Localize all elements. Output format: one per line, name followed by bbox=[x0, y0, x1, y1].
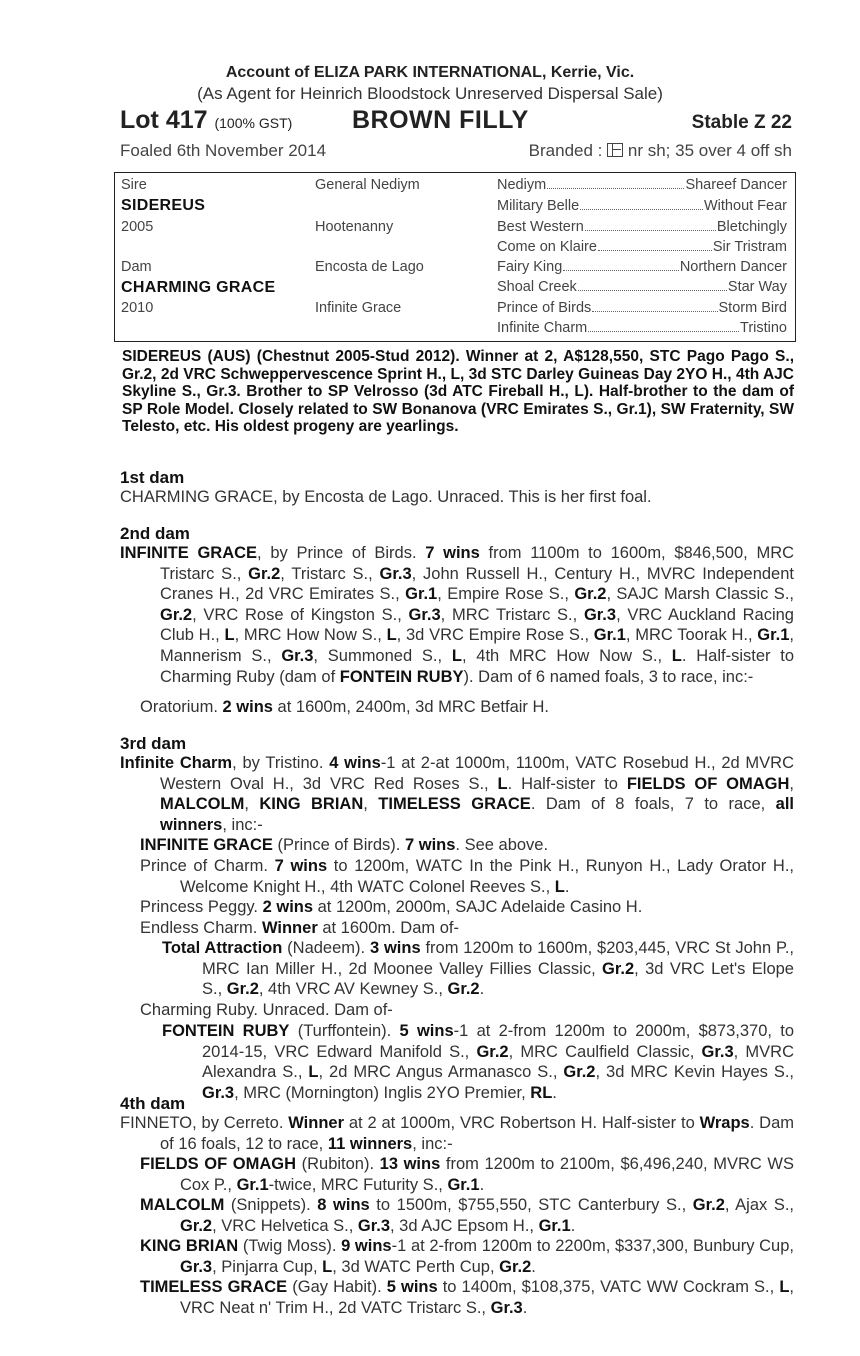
stable-number: Stable Z 22 bbox=[691, 112, 792, 133]
lot-description: BROWN FILLY bbox=[352, 106, 529, 134]
foaled-date: Foaled 6th November 2014 bbox=[120, 141, 327, 160]
sire-name: SIDEREUS bbox=[121, 197, 206, 214]
granddam-paternal: Hootenanny bbox=[315, 219, 394, 235]
dam-year: 2010 bbox=[121, 300, 154, 316]
progeny-endless-charm: Endless Charm. Winner at 1600m. Dam of- bbox=[140, 919, 459, 937]
second-dam-heading: 2nd dam bbox=[120, 524, 190, 543]
fourth-dam-heading: 4th dam bbox=[120, 1094, 186, 1113]
great-grandparent-row: Infinite Charm Tristino bbox=[497, 320, 787, 336]
vendor-account: Account of ELIZA PARK INTERNATIONAL, Kerrie, Vic. bbox=[225, 64, 635, 81]
brand-info: Branded : nr sh; 35 over 4 off sh bbox=[528, 141, 792, 160]
first-dam-text: CHARMING GRACE, by Encosta de Lago. Unraced. This is her first foal. bbox=[120, 488, 652, 506]
fourth-dam-entry: FINNETO, by Cerreto. Winner at 2 at 1000m, VRC Robertson H. Half-sister to Wraps. Dam of 16 foals, 12 to race, 11 winners, inc:- bbox=[120, 1114, 795, 1153]
progeny-malcolm: MALCOLM (Snippets). 8 wins to 1500m, $755,550, STC Canterbury S., Gr.2, Ajax S., Gr.2, VRC Helvetica S., Gr.3, 3d AJC Epsom H., Gr.1. bbox=[140, 1196, 794, 1235]
sire-year: 2005 bbox=[121, 219, 154, 235]
lot-number: Lot 417 (100% GST) bbox=[120, 106, 293, 134]
great-grandparent-row: Best Western Bletchingly bbox=[497, 219, 787, 235]
progeny-total-attraction: Total Attraction (Nadeem). 3 wins from 1200m to 1600m, $203,445, VRC St John P., MRC Ian Miller H., 2d Moonee Valley Fillies Classic, Gr.2, 3d VRC Let's Elope S., Gr.2, 4th VRC AV Kewney S., Gr.2. bbox=[162, 939, 795, 999]
great-grandparent-row: Shoal Creek Star Way bbox=[497, 279, 787, 295]
third-dam-heading: 3rd dam bbox=[120, 734, 187, 753]
third-dam-entry: Infinite Charm, by Tristino. 4 wins-1 at 2-at 1000m, 1100m, VATC Rosebud H., 2d MVRC Western Oval H., 3d VRC Red Roses S., L. Half-sister to FIELDS OF OMAGH, MALCOLM, KING BRIAN, TIMELESS GRACE. Dam of 8 foals, 7 to race, all winners, inc:- bbox=[120, 754, 795, 834]
first-dam-heading: 1st dam bbox=[120, 468, 185, 487]
progeny-infinite-grace: INFINITE GRACE (Prince of Birds). 7 wins. See above. bbox=[140, 836, 549, 854]
great-grandparent-row: Come on Klaire Sir Tristram bbox=[497, 239, 787, 255]
grandsire-paternal: General Nediym bbox=[315, 177, 420, 193]
great-grandparent-row: Prince of Birds Storm Bird bbox=[497, 300, 787, 316]
great-grandparent-row: Nediym Shareef Dancer bbox=[497, 177, 787, 193]
progeny-charming-ruby: Charming Ruby. Unraced. Dam of- bbox=[140, 1001, 393, 1019]
progeny-fontein-ruby: FONTEIN RUBY (Turffontein). 5 wins-1 at 2-from 1200m to 2000m, $873,370, to 2014-15, VRC Edward Manifold S., Gr.2, MRC Caulfield Classic, Gr.3, MVRC Alexandra S., L, 2d MRC Angus Armanasco S., Gr.2, 3d MRC Kevin Hayes S., Gr.3, MRC (Mornington) Inglis 2YO Premier, RL. bbox=[162, 1022, 795, 1102]
sire-summary: SIDEREUS (AUS) (Chestnut 2005-Stud 2012). Winner at 2, A$128,550, STC Pago Pago S., Gr.2, 2d VRC Schweppervescence Sprint H., L, 3d STC Darley Guineas Day 2YO H., 4th AJC Skyline S., Gr.3. Brother to SP Velrosso (3d ATC Fireball H., L). Half-brother to the dam of SP Role Model. Closely related to SW Bonanova (VRC Emirates S., Gr.1), SW Fraternity, SW Telesto, etc. His oldest progeny are yearlings. bbox=[122, 348, 794, 435]
progeny-prince-of-charm: Prince of Charm. 7 wins to 1200m, WATC In the Pink H., Runyon H., Lady Orator H., Welcome Knight H., 4th WATC Colonel Reeves S., L. bbox=[140, 857, 795, 896]
progeny-fields-of-omagh: FIELDS OF OMAGH (Rubiton). 13 wins from 1200m to 2100m, $6,496,240, MVRC WS Cox P., Gr.1-twice, MRC Futurity S., Gr.1. bbox=[140, 1155, 794, 1194]
second-dam-progeny: Oratorium. 2 wins at 1600m, 2400m, 3d MRC Betfair H. bbox=[140, 698, 550, 716]
sire-label: Sire bbox=[121, 177, 147, 193]
progeny-princess-peggy: Princess Peggy. 2 wins at 1200m, 2000m, SAJC Adelaide Casino H. bbox=[140, 898, 643, 916]
second-dam-entry: INFINITE GRACE, by Prince of Birds. 7 wins from 1100m to 1600m, $846,500, MRC Tristarc S., Gr.2, Tristarc S., Gr.3, John Russell H., Century H., MVRC Independent Cranes H., 2d VRC Emirates S., Gr.1, Empire Rose S., Gr.2, SAJC Marsh Classic S., Gr.2, VRC Rose of Kingston S., Gr.3, MRC Tristarc S., Gr.3, VRC Auckland Racing Club H., L, MRC How Now S., L, 3d VRC Empire Rose S., Gr.1, MRC Toorak H., Gr.1, Mannerism S., Gr.3, Summoned S., L, 4th MRC How Now S., L. Half-sister to Charming Ruby (dam of FONTEIN RUBY). Dam of 6 named foals, 3 to race, inc:- bbox=[120, 544, 795, 686]
great-grandparent-row: Fairy King Northern Dancer bbox=[497, 259, 787, 275]
brand-mark-icon bbox=[607, 143, 623, 157]
granddam-maternal: Infinite Grace bbox=[315, 300, 402, 316]
pedigree-table bbox=[114, 172, 796, 342]
lot-line bbox=[120, 106, 792, 136]
dam-name: CHARMING GRACE bbox=[121, 279, 276, 296]
great-grandparent-row: Military Belle Without Fear bbox=[497, 198, 787, 214]
dam-label: Dam bbox=[121, 259, 152, 275]
progeny-king-brian: KING BRIAN (Twig Moss). 9 wins-1 at 2-from 1200m to 2200m, $337,300, Bunbury Cup, Gr.3, Pinjarra Cup, L, 3d WATC Perth Cup, Gr.2. bbox=[140, 1237, 794, 1276]
progeny-timeless-grace: TIMELESS GRACE (Gay Habit). 5 wins to 1400m, $108,375, VATC WW Cockram S., L, VRC Neat n' Trim H., 2d VATC Tristarc S., Gr.3. bbox=[140, 1278, 794, 1317]
agent-note: (As Agent for Heinrich Bloodstock Unreserved Dispersal Sale) bbox=[197, 84, 663, 103]
grandsire-maternal: Encosta de Lago bbox=[315, 259, 424, 275]
